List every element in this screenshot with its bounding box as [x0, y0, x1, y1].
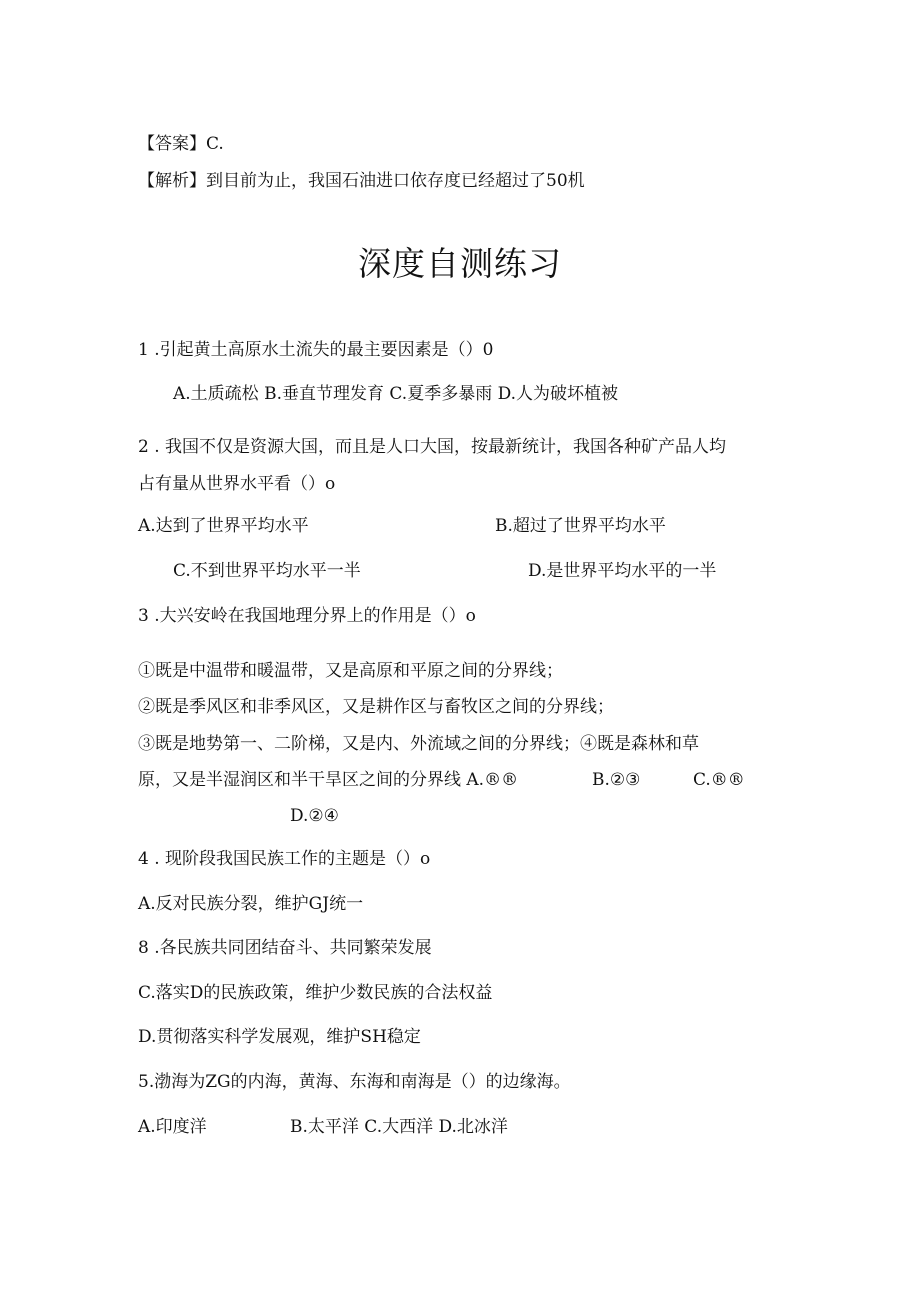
- q5-option-a: A.印度洋: [138, 1117, 207, 1137]
- q3-option-c: C.®®: [693, 770, 745, 790]
- q3-item3-line1: ③既是地势第一、二阶梯，又是内、外流域之间的分界线；④既是森林和草: [138, 734, 699, 754]
- q3-item1: ①既是中温带和暖温带，又是高原和平原之间的分界线；: [138, 661, 563, 681]
- q3-option-d: D.②④: [290, 806, 339, 826]
- q1-stem: 1 .引起黄土高原水土流失的最主要因素是（）0: [138, 340, 494, 360]
- q3-option-b: B.②③: [592, 770, 641, 790]
- q4-option-b: 8 .各民族共同团结奋斗、共同繁荣发展: [138, 938, 432, 958]
- q2-stem-line2: 占有量从世界水平看（）o: [138, 474, 336, 494]
- q5-options-rest: B.太平洋 C.大西洋 D.北冰洋: [290, 1117, 508, 1137]
- q4-stem: 4 . 现阶段我国民族工作的主题是（）o: [138, 849, 431, 869]
- q2-option-a: A.达到了世界平均水平: [138, 516, 309, 536]
- q2-stem-line1: 2 . 我国不仅是资源大国，而且是人口大国，按最新统计，我国各种矿产品人均: [138, 437, 727, 457]
- q2-option-b: B.超过了世界平均水平: [495, 516, 666, 536]
- q1-options: A.土质疏松 B.垂直节理发育 C.夏季多暴雨 D.人为破坏植被: [173, 384, 619, 404]
- q4-option-a: A.反对民族分裂，维护GJ统一: [138, 894, 364, 914]
- q3-stem: 3 .大兴安岭在我国地理分界上的作用是（）o: [138, 606, 476, 626]
- q4-option-d: D.贯彻落实科学发展观，维护SH稳定: [138, 1027, 421, 1047]
- q2-option-c: C.不到世界平均水平一半: [173, 561, 361, 581]
- q3-item2: ②既是季风区和非季风区，又是耕作区与畜牧区之间的分界线；: [138, 697, 614, 717]
- q5-stem: 5.渤海为ZG的内海，黄海、东海和南海是（）的边缘海。: [138, 1072, 571, 1092]
- q4-option-c: C.落实D的民族政策，维护少数民族的合法权益: [138, 983, 493, 1003]
- q3-item3-line2: 原，又是半湿润区和半干旱区之间的分界线 A.®®: [138, 770, 519, 790]
- section-title: 深度自测练习: [358, 244, 562, 283]
- answer-line: 【答案】C.: [138, 134, 224, 154]
- analysis-line: 【解析】到目前为止，我国石油进口依存度已经超过了50机: [138, 171, 585, 191]
- q2-option-d: D.是世界平均水平的一半: [528, 561, 717, 581]
